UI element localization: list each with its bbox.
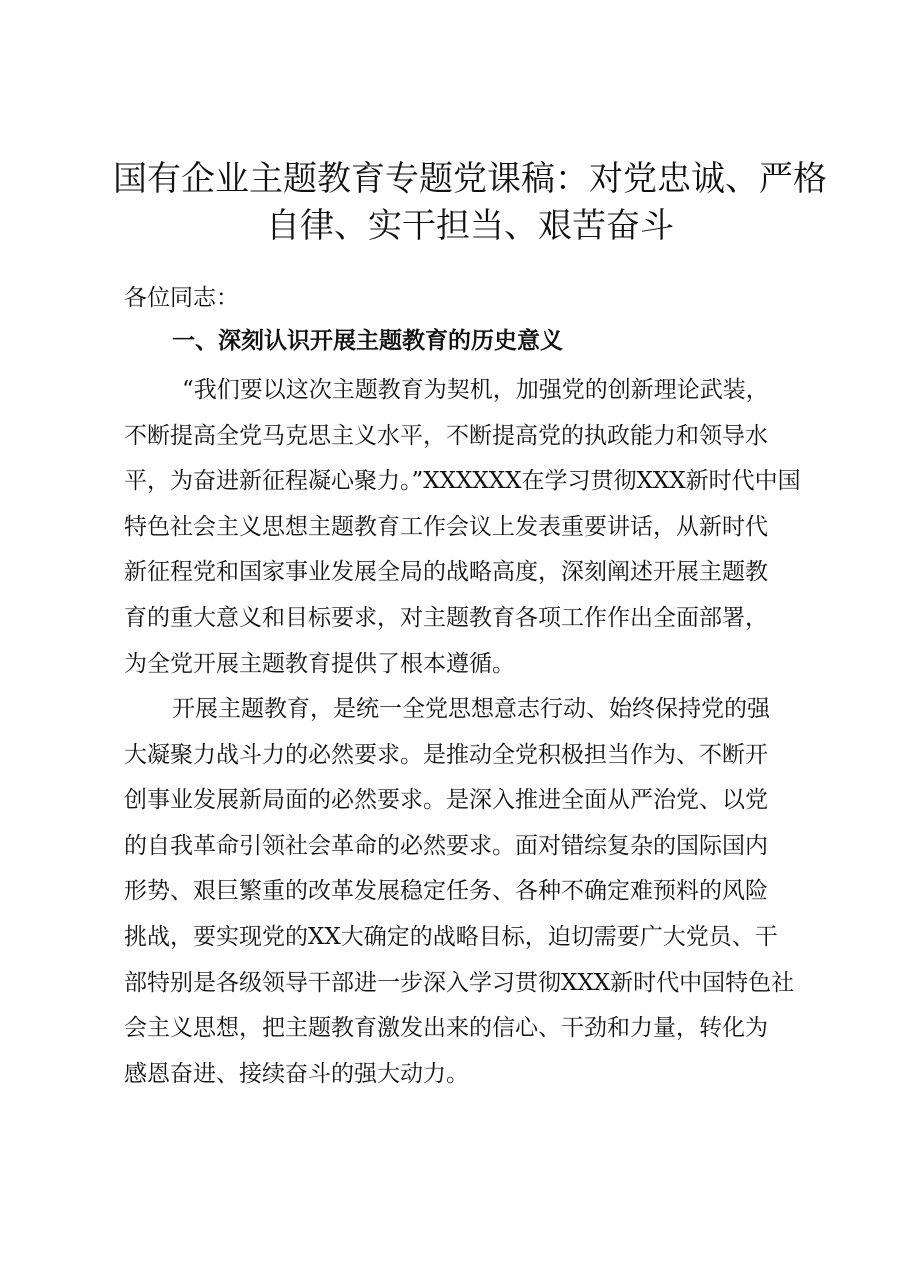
- paragraph-1-line: 不断提高全党马克思主义水平，不断提高党的执政能力和领导水: [124, 422, 768, 449]
- document-title: [110, 156, 830, 250]
- salutation: 各位同志：: [124, 285, 239, 311]
- paragraph-2: [124, 687, 824, 1097]
- paragraph-2-line: 创事业发展新局面的必然要求。是深入推进全面从严治党、以党: [124, 787, 768, 814]
- paragraph-1-line: 平，为奋进新征程凝心聚力。”XXXXXX在学习贯彻XXX新时代中国: [124, 468, 801, 495]
- paragraph-2-line: 部特别是各级领导干部进一步深入学习贯彻XXX新时代中国特色社: [124, 969, 795, 996]
- paragraph-2-line: 的自我革命引领社会革命的必然要求。面对错综复杂的国际国内: [124, 832, 768, 859]
- paragraph-1-line: 特色社会主义思想主题教育工作会议上发表重要讲话，从新时代: [124, 513, 768, 540]
- paragraph-1: [124, 368, 824, 687]
- title-line-1: 国有企业主题教育专题党课稿：对党忠诚、严格: [113, 159, 827, 199]
- paragraph-2-line: 感恩奋进、接续奋斗的强大动力。: [124, 1060, 469, 1087]
- paragraph-2-line: 开展主题教育，是统一全党思想意志行动、始终保持党的强: [172, 696, 770, 722]
- paragraph-2-line: 大凝聚力战斗力的必然要求。是推动全党积极担当作为、不断开: [124, 741, 768, 768]
- paragraph-2-line: 会主义思想，把主题教育激发出来的信心、干劲和力量，转化为: [124, 1015, 768, 1042]
- paragraph-1-line: 新征程党和国家事业发展全局的战略高度，深刻阐述开展主题教: [124, 559, 768, 586]
- paragraph-2-line: 挑战，要实现党的XX大确定的战略目标，迫切需要广大党员、干: [124, 923, 778, 950]
- section-heading: 一、深刻认识开展主题教育的历史意义: [172, 328, 563, 354]
- title-line-2: 自律、实干担当、艰苦奋斗: [266, 206, 674, 246]
- paragraph-1-line: 为全党开展主题教育提供了根本遵循。: [124, 650, 515, 677]
- paragraph-1-line: “我们要以这次主题教育为契机，加强党的创新理论武装，: [182, 377, 769, 403]
- paragraph-1-line: 育的重大意义和目标要求，对主题教育各项工作作出全面部署，: [124, 604, 768, 631]
- paragraph-2-line: 形势、艰巨繁重的改革发展稳定任务、各种不确定难预料的风险: [124, 878, 768, 905]
